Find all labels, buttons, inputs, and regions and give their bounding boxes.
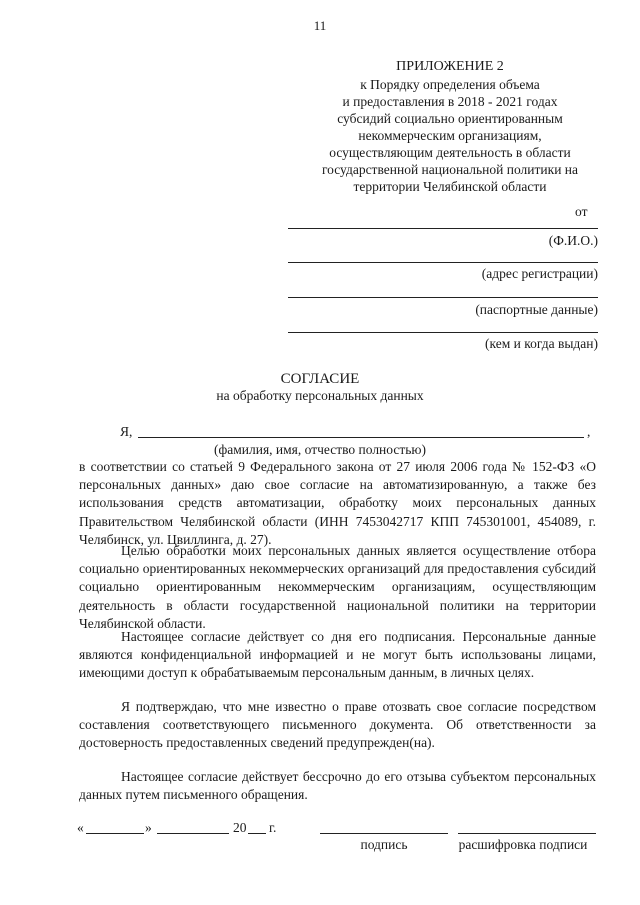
consent-paragraph-5: Настоящее согласие действует бессрочно до его отзыва субъектом персональных данных путем письменного обращения. bbox=[79, 769, 596, 803]
consent-subtitle: на обработку персональных данных bbox=[216, 388, 424, 403]
appendix-line: субсидий социально ориентированным bbox=[337, 111, 563, 126]
appendix-title: ПРИЛОЖЕНИЕ 2 bbox=[396, 59, 504, 74]
signature-caption: подпись bbox=[360, 837, 408, 852]
issued-field-line[interactable] bbox=[288, 332, 598, 333]
date-open-quote: « bbox=[77, 820, 84, 835]
fio-field-line[interactable] bbox=[288, 228, 598, 229]
address-caption: (адрес регистрации) bbox=[481, 266, 598, 281]
appendix-line: некоммерческим организациям, bbox=[358, 128, 542, 143]
passport-caption: (паспортные данные) bbox=[475, 302, 598, 317]
full-name-field-line[interactable] bbox=[138, 437, 584, 438]
i-label: Я, bbox=[120, 424, 133, 439]
fio-caption: (Ф.И.О.) bbox=[548, 233, 598, 248]
date-close-quote: » bbox=[145, 820, 152, 835]
date-year-field-line[interactable] bbox=[248, 833, 266, 834]
date-day-field-line[interactable] bbox=[86, 833, 144, 834]
signature-field-line[interactable] bbox=[320, 833, 448, 834]
consent-paragraph-2: Целью обработки моих персональных данных является осуществление отбора социально ориентированных некоммерческих организаций для предоставления субсидий социально ориентированным некоммерческим организациям, осуществляющим деятельность в области государственной национальной политики на территории Челябинской области. bbox=[79, 543, 596, 631]
decoding-field-line[interactable] bbox=[458, 833, 596, 834]
consent-paragraph-1: в соответствии со статьей 9 Федерального закона от 27 июля 2006 года № 152-ФЗ «О персональных данных» даю свое согласие на автоматизированную, а также без использования средств автоматизации, обработку моих персональных данных Правительством Челябинской области (ИНН 7453042717 КПП 745301001, 454089, г. Челябинск, ул. Цвиллинга, д. 27). bbox=[79, 459, 596, 547]
appendix-line: государственной национальной политики на bbox=[321, 162, 579, 177]
appendix-line: и предоставления в 2018 - 2021 годах bbox=[342, 94, 558, 109]
full-name-hint: (фамилия, имя, отчество полностью) bbox=[213, 442, 426, 457]
from-label: от bbox=[575, 204, 588, 219]
date-year-prefix: 20 bbox=[233, 820, 247, 835]
appendix-line: территории Челябинской области bbox=[353, 179, 547, 194]
address-field-line[interactable] bbox=[288, 262, 598, 263]
passport-field-line[interactable] bbox=[288, 297, 598, 298]
issued-caption: (кем и когда выдан) bbox=[485, 336, 598, 351]
consent-title: СОГЛАСИЕ bbox=[280, 371, 360, 387]
date-month-field-line[interactable] bbox=[157, 833, 229, 834]
decoding-caption: расшифровка подписи bbox=[458, 837, 588, 852]
appendix-body bbox=[290, 76, 610, 195]
appendix-line: осуществляющим деятельность в области bbox=[329, 145, 571, 160]
comma: , bbox=[587, 424, 591, 439]
appendix-line: к Порядку определения объема bbox=[360, 77, 540, 92]
consent-paragraph-3: Настоящее согласие действует со дня его подписания. Персональные данные являются конфиденциальной информацией и не могут быть использованы лицами, имеющими доступ к обрабатываемым персональным данным, в личных целях. bbox=[79, 629, 596, 681]
page-number: 11 bbox=[313, 18, 327, 33]
consent-paragraph-4: Я подтверждаю, что мне известно о праве отозвать свое согласие посредством составления соответствующего письменного документа. Об ответственности за достоверность предоставленных сведений предупрежден(на). bbox=[79, 699, 596, 751]
date-year-suffix: г. bbox=[269, 820, 277, 835]
